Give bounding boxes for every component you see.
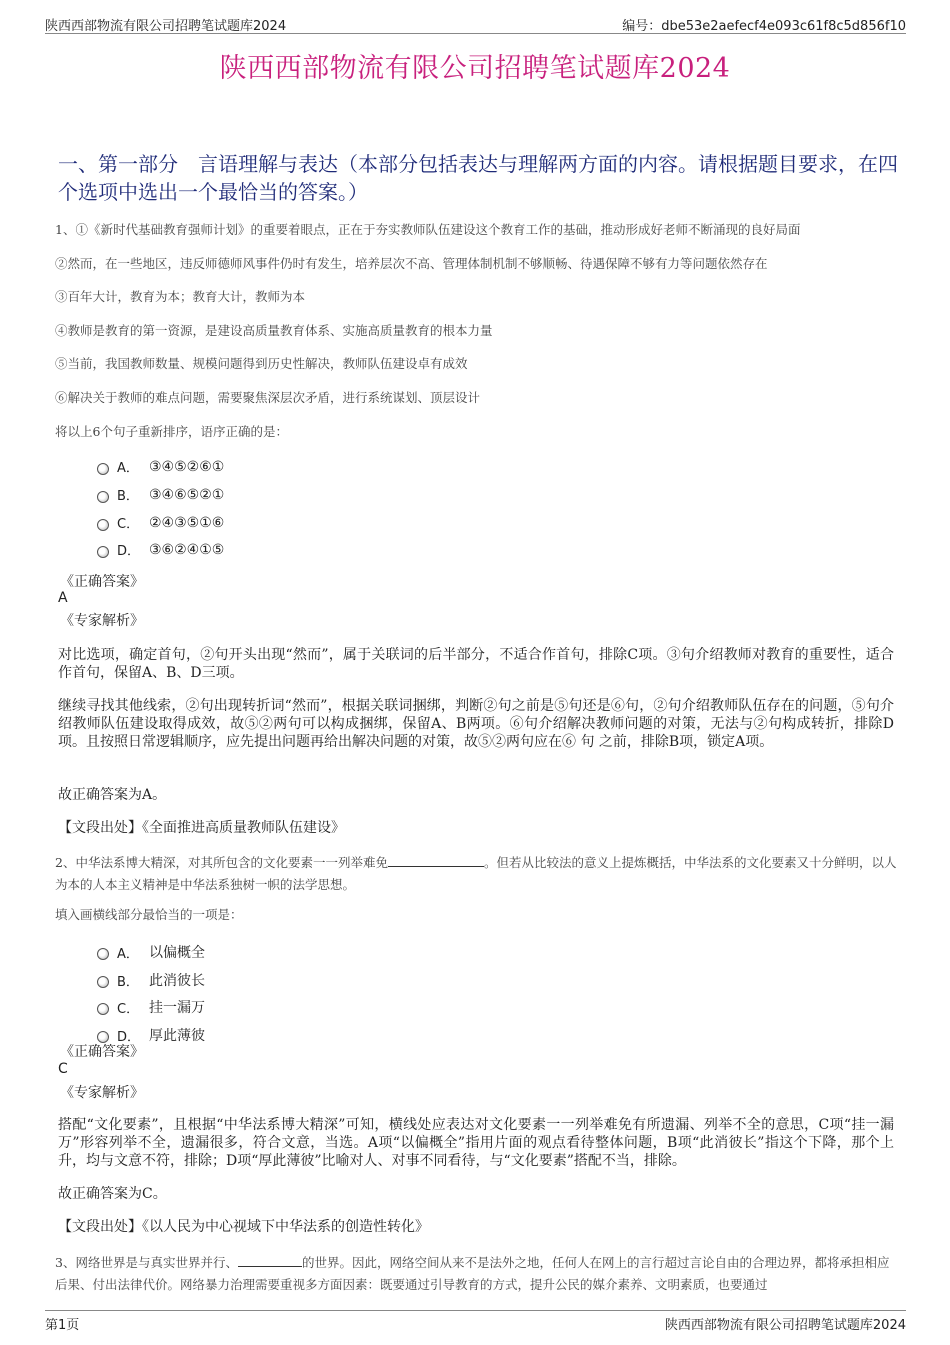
q1-option-a[interactable] (97, 457, 224, 476)
option-text: 厚此薄彼 (149, 1028, 205, 1044)
footer-title: 陕西西部物流有限公司招聘笔试题库2024 (664, 1318, 906, 1333)
page-title: 陕西西部物流有限公司招聘笔试题库2024 (219, 53, 731, 84)
option-letter: B． (117, 974, 139, 990)
q1-sentence-3: ③百年大计，教育为本；教育大计，教师为本 (55, 289, 306, 304)
q1-prompt: 将以上6个句子重新排序，语序正确的是： (55, 424, 288, 439)
q2-stem-after: 。但若从比较法的意义上提炼概括，中华法系的文化要素又十分鲜明，以人为本的人本主义精神是中华法系独树一帜的法学思想。 (55, 855, 897, 892)
q1-option-b[interactable] (97, 485, 224, 504)
option-text: ③④⑤②⑥① (149, 458, 225, 475)
section-heading: 一、第一部分 言语理解与表达（本部分包括表达与理解两方面的内容。请根据题目要求，在四个选项中选出一个最恰当的答案。） (58, 152, 898, 204)
option-text: 挂一漏万 (149, 1000, 205, 1016)
q2-answer-label: 《正确答案》 (60, 1044, 144, 1060)
q1-answer: A (58, 590, 68, 606)
q3-blank (238, 1254, 302, 1267)
q1-analysis-3: 故正确答案为A。 (58, 787, 167, 803)
q1-option-d[interactable] (97, 540, 224, 559)
q1-sentence-1: 1、①《新时代基础教育强师计划》的重要着眼点，正在于夯实教师队伍建设这个教育工作的基础，推动形成好老师不断涌现的良好局面 (55, 222, 801, 237)
q2-analysis-2: 故正确答案为C。 (58, 1186, 167, 1202)
radio-icon[interactable] (97, 948, 109, 960)
q2-option-a[interactable] (97, 942, 205, 962)
q2-option-c[interactable] (97, 997, 205, 1017)
q1-sentence-4: ④教师是教育的第一资源，是建设高质量教育体系、实施高质量教育的根本力量 (55, 323, 493, 338)
option-letter: C． (117, 517, 140, 532)
radio-icon[interactable] (97, 1003, 109, 1015)
radio-icon[interactable] (97, 546, 109, 558)
option-text: ③④⑥⑤②① (149, 486, 225, 503)
q1-source: 【文段出处】《全面推进高质量教师队伍建设》 (58, 820, 345, 836)
radio-icon[interactable] (97, 463, 109, 475)
q1-analysis-label: 《专家解析》 (60, 613, 144, 629)
page-number: 第1页 (45, 1318, 80, 1333)
option-text: 以偏概全 (149, 945, 205, 961)
option-text: 此消彼长 (149, 973, 205, 989)
q2-option-b[interactable] (97, 970, 205, 990)
q2-analysis-1: 搭配“文化要素”，且根据“中华法系博大精深”可知，横线处应表达对文化要素一一列举难免有所遗漏、列举不全的意思，C项“挂一漏万”形容列举不全，遗漏很多，符合文意，当选。A项“以偏概全”指用片面的观点看待整体问题，B项“此消彼长”指这个下降，那个上升，均与文意不符，排除；D项“厚此薄彼”比喻对人、对事不同看待，与“文化要素”搭配不当，排除。 (58, 1117, 894, 1169)
header-doc-id: 编号：dbe53e2aefecf4e093c61f8c5d856f10 (622, 19, 906, 34)
q1-analysis-1: 对比选项，确定首句，②句开头出现“然而”，属于关联词的后半部分，不适合作首句，排除C项。③句介绍教师对教育的重要性，适合作首句，保留A、B、D三项。 (58, 647, 894, 681)
q1-option-c[interactable] (97, 513, 224, 532)
radio-icon[interactable] (97, 976, 109, 988)
header-divider (45, 33, 906, 34)
option-letter: D． (117, 544, 141, 559)
q1-sentence-5: ⑤当前，我国教师数量、规模问题得到历史性解决，教师队伍建设卓有成效 (55, 356, 468, 371)
q2-stem (55, 852, 900, 896)
option-letter: C． (117, 1001, 140, 1017)
q2-source: 【文段出处】《以人民为中心视域下中华法系的创造性转化》 (58, 1219, 429, 1235)
option-letter: B． (117, 489, 139, 504)
footer-divider (45, 1310, 906, 1311)
q3-stem (55, 1252, 900, 1296)
q2-prompt: 填入画横线部分最恰当的一项是： (55, 907, 243, 922)
q1-sentence-6: ⑥解决关于教师的难点问题，需要聚焦深层次矛盾，进行系统谋划、顶层设计 (55, 390, 481, 405)
q2-blank (388, 854, 484, 867)
option-letter: D． (117, 1029, 141, 1045)
q1-sentence-2: ②然而，在一些地区，违反师德师风事件仍时有发生，培养层次不高、管理体制机制不够顺畅、待遇保障不够有力等问题依然存在 (55, 256, 768, 271)
q1-answer-label: 《正确答案》 (60, 574, 144, 590)
q1-analysis-2: 继续寻找其他线索，②句出现转折词“然而”，根据关联词捆绑，判断②句之前是⑤句还是⑥句，②句介绍教师队伍存在的问题，⑤句介绍教师队伍建设取得成效，故⑤②两句可以构成捆绑，保留A、B两项。⑥句介绍解决教师问题的对策，无法与②句构成转折，排除D项。且按照日常逻辑顺序，应先提出问题再给出解决问题的对策，故⑤②两句应在⑥ 句 之前，排除B项，锁定A项。 (58, 698, 894, 750)
radio-icon[interactable] (97, 519, 109, 531)
q3-stem-before: 3、网络世界是与真实世界并行、 (55, 1255, 238, 1270)
q2-answer: C (58, 1061, 68, 1077)
q3-stem-after: 的世界。因此，网络空间从来不是法外之地，任何人在网上的言行超过言论自由的合理边界，都将承担相应后果、付出法律代价。网络暴力治理需要重视多方面因素：既要通过引导教育的方式，提升公民的媒介素养、文明素质，也要通过 (55, 1255, 890, 1292)
option-text: ②④③⑤①⑥ (149, 514, 225, 531)
q2-analysis-label: 《专家解析》 (60, 1085, 144, 1101)
option-letter: A． (117, 461, 139, 476)
header-left-title: 陕西西部物流有限公司招聘笔试题库2024 (45, 19, 287, 34)
q2-stem-before: 2、中华法系博大精深，对其所包含的文化要素一一列举难免 (55, 855, 388, 870)
option-letter: A． (117, 946, 139, 962)
radio-icon[interactable] (97, 491, 109, 503)
option-text: ③⑥②④①⑤ (149, 541, 225, 558)
